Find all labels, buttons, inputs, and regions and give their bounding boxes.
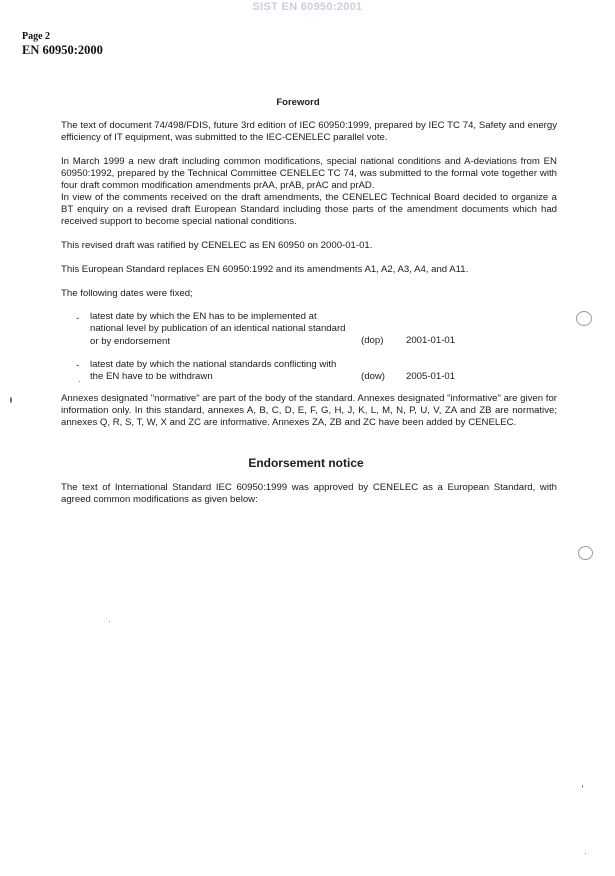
date-item-date: 2001-01-01 <box>406 335 456 346</box>
foreword-heading: Foreword <box>276 97 320 108</box>
foreword-paragraph-3: This revised draft was ratified by CENELEC as EN 60950 on 2000-01-01. <box>61 240 373 251</box>
date-item-abbr: (dop) <box>361 335 384 346</box>
scan-speck <box>109 621 110 622</box>
foreword-paragraph-5: The following dates were fixed; <box>61 288 193 299</box>
watermark: SIST EN 60950:2001 <box>252 1 363 13</box>
foreword-paragraph-1: The text of document 74/498/FDIS, future 3rd edition of IEC 60950:1999, prepared by IEC TC 74, Safety and energy efficiency of IT equipment, was submitted to the IEC-CENELEC parallel vote. <box>61 120 557 143</box>
endorsement-paragraph: The text of International Standard IEC 60950:1999 was approved by CENELEC as a European Standard, with agreed common modifications as given below: <box>61 482 557 505</box>
list-bullet: - <box>76 360 80 371</box>
date-item-date: 2005-01-01 <box>406 371 456 382</box>
date-item-text: latest date by which the national standards conflicting with the EN have to be withdrawn <box>90 359 337 383</box>
foreword-paragraph-4: This European Standard replaces EN 60950:1992 and its amendments A1, A2, A3, A4, and A11. <box>61 264 469 275</box>
scan-speck <box>79 381 80 382</box>
scan-punch-mark <box>576 311 592 326</box>
document-id: EN 60950:2000 <box>22 43 103 57</box>
foreword-paragraph-6: Annexes designated "normative" are part of the body of the standard. Annexes designated "informative" are given for information only. In this standard, annexes A, B, C, D, E, F, G, H, J, K, L, M, N, P, U, V, ZA and ZB are normative; annexes Q, R, S, T, W, X and ZC are informative. Annexes ZA, ZB and ZC have been added by CENELEC. <box>61 393 557 428</box>
page-number: Page 2 <box>22 31 51 42</box>
scan-speck <box>10 397 12 403</box>
scan-speck <box>582 785 583 788</box>
date-item-text: latest date by which the EN has to be implemented at national level by publication of an identical national standard or by endorsement <box>90 311 346 347</box>
list-bullet: - <box>76 313 80 324</box>
scan-punch-mark <box>578 546 593 560</box>
endorsement-heading: Endorsement notice <box>248 456 364 470</box>
foreword-paragraph-2b: In view of the comments received on the draft amendments, the CENELEC Technical Board decided to organize a BT enquiry on a revised draft European Standard including those parts of the amendment documents which had received support to become special national conditions. <box>61 192 557 227</box>
scan-speck <box>585 853 586 854</box>
foreword-paragraph-2a: In March 1999 a new draft including common modifications, special national conditions and A-deviations from EN 60950:1992, prepared by the Technical Committee CENELEC TC 74, was submitted to the formal vote together with four draft common modification amendments prAA, prAB, prAC and prAD. <box>61 156 557 191</box>
date-item-abbr: (dow) <box>361 371 385 382</box>
